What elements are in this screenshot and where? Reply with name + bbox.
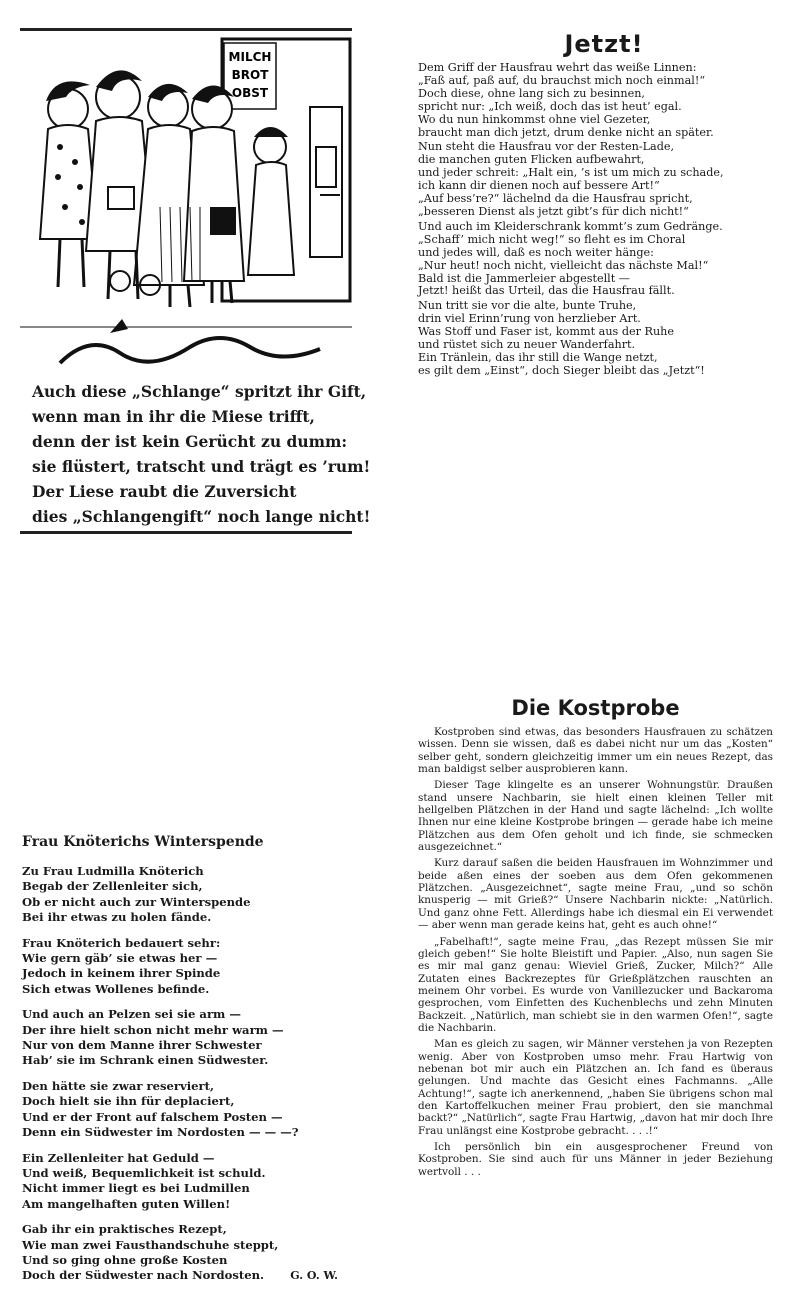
poem-line: Was Stoff und Faser ist, kommt aus der Ruhe — [418, 325, 674, 339]
poem-line: Der ihre hielt schon nicht mehr warm — — [22, 1022, 284, 1037]
poem-line: Hab’ sie im Schrank einen Südwester. — [22, 1053, 269, 1068]
jetzt-stanza — [418, 62, 790, 139]
poem-line: Nun steht die Hausfrau vor der Resten-Lade, — [418, 140, 675, 154]
article-paragraph: „Fabelhaft!“, sagte meine Frau, „das Rezept müssen Sie mir gleich geben!“ Sie holte Bleistift und Papier. „Also, nun sagen Sie es mir mal ganz genau: Wieviel Grieß, Zucker, Milch?“ Alle Zutaten eines Backrezeptes für Grießplätzchen rauschten an meinem Ohr vorbei. Es wurde von Vanillezucker und Backaroma gesprochen, vom Einfetten des Kuchenblechs und zehn Minuten Backzeit. „Natürlich, man schiebt sie in den warmen Ofen!“, sagte die Nachbarin. — [418, 935, 773, 1034]
poem-line: Wie gern gäb’ sie etwas her — — [22, 951, 218, 966]
poem-line: Jedoch in keinem ihrer Spinde — [22, 966, 221, 981]
jetzt-title: Jetzt! — [564, 30, 644, 58]
article-paragraph: Dieser Tage klingelte es an unserer Wohnungstür. Draußen stand unsere Nachbarin, sie hielt einen kleinen Teller mit hellgelben Plätzchen in der Hand und sagte lächelnd: „Ich wollte Ihnen nur eine kleine Kostprobe bringen — gerade habe ich meine Plätzchen aus dem Ofen geholt und ich finde, sie schmecken ausgezeichnet.“ — [418, 779, 773, 854]
article-paragraph: Kostproben sind etwas, das besonders Hausfrauen zu schätzen wissen. Denn sie wissen, daß es dabei nicht nur um das „Kosten“ selber geht, sondern gleichzeitig immer um ein neues Rezept, das man baldigst selber ausprobieren kann. — [418, 726, 773, 776]
poem-line: ich kann dir dienen noch auf bessere Art!“ — [418, 179, 660, 193]
article-paragraph: Ich persönlich bin ein ausgesprochener Freund von Kostproben. Sie sind auch für uns Männer in jeder Beziehung wertvoll . . . — [418, 1141, 773, 1178]
poem-line: Sich etwas Wollenes befinde. — [22, 981, 210, 996]
knoterich-stanza — [22, 1222, 342, 1284]
cartoon-verse — [32, 379, 371, 529]
cartoon-box — [20, 28, 371, 534]
article-paragraph: Kurz darauf saßen die beiden Hausfrauen im Wohnzimmer und beide aßen eines der soeben aus dem Ofen gekommenen Plätzchen. „Ausgezeichnet“, sagte meine Frau, „und so schön knusperig — mit Grieß?“ Unsere Nachbarin nickte: „Natürlich. Und ganz ohne Fett. Allerdings habe ich diesmal ein Ei verwendet — aber wenn man gerade keins hat, geht es auch ohne!“ — [418, 857, 773, 932]
verse-line: dies „Schlangengift“ noch lange nicht! — [32, 507, 371, 526]
poem-line: „Schaff’ mich nicht weg!“ so fleht es im Choral — [418, 232, 686, 246]
poem-line: „Auf bess’re?“ lächelnd da die Hausfrau spricht, — [418, 192, 693, 206]
poem-line: Nun tritt sie vor die alte, bunte Truhe, — [418, 299, 637, 313]
poem-line: Gab ihr ein praktisches Rezept, — [22, 1222, 227, 1237]
kostprobe-title: Die Kostprobe — [511, 696, 680, 720]
sign-obst: OBST — [231, 86, 269, 100]
poem-line: Den hätte sie zwar reserviert, — [22, 1078, 215, 1093]
poem-line: Wo du nun hinkommst ohne viel Gezeter, — [418, 112, 651, 126]
knoterich-poem — [22, 834, 342, 1294]
poem-line: „Nur heut! noch nicht, vielleicht das nächste Mal!“ — [418, 258, 709, 272]
poem-line: Nur von dem Manne ihrer Schwester — [22, 1038, 262, 1053]
knoterich-stanza — [22, 1007, 342, 1069]
poem-line: Zu Frau Ludmilla Knöterich — [22, 864, 204, 878]
poem-line: Doch der Südwester nach Nordosten. — [22, 1268, 265, 1283]
sign-brot: BROT — [231, 68, 269, 82]
poem-line: spricht nur: „Ich weiß, doch das ist heut’ egal. — [418, 99, 682, 113]
poem-line: Und so ging ohne große Kosten — [22, 1252, 228, 1267]
poem-line: es gilt dem „Einst“, doch Sieger bleibt das „Jetzt“! — [418, 363, 705, 377]
poem-line: Begab der Zellenleiter sich, — [22, 879, 203, 894]
poem-line: Und auch an Pelzen sei sie arm — — [22, 1007, 241, 1022]
poem-line: Ein Zellenleiter hat Geduld — — [22, 1150, 215, 1165]
poem-line: „Faß auf, paß auf, du brauchst mich noch einmal!“ — [418, 73, 706, 87]
verse-line: Auch diese „Schlange“ spritzt ihr Gift, — [32, 382, 367, 401]
poem-line: Ein Tränlein, das ihr still die Wange netzt, — [418, 350, 658, 364]
poem-line: „besseren Dienst als jetzt gibt’s für dich nicht!“ — [418, 204, 689, 218]
poem-line: Dem Griff der Hausfrau wehrt das weiße Linnen: — [418, 61, 697, 74]
poem-line: und rüstet sich zu neuer Wanderfahrt. — [418, 338, 636, 352]
poem-line: Jetzt! heißt das Urteil, das die Hausfrau fällt. — [418, 284, 675, 298]
knoterich-stanza — [22, 1151, 342, 1213]
poem-line: Am mangelhaften guten Willen! — [22, 1196, 231, 1211]
jetzt-stanza — [418, 141, 790, 218]
poem-line: die manchen guten Flicken aufbewahrt, — [418, 153, 645, 167]
poem-line: Und auch im Kleiderschrank kommt’s zum Gedränge. — [418, 219, 723, 233]
verse-line: wenn man in ihr die Miese trifft, — [32, 407, 315, 426]
poem-line: Doch diese, ohne lang sich zu besinnen, — [418, 86, 645, 100]
poem-line: braucht man dich jetzt, drum denke nicht an später. — [418, 125, 714, 139]
queue-cartoon-illustration — [20, 37, 352, 377]
poem-line: Frau Knöterich bedauert sehr: — [22, 935, 221, 950]
jetzt-stanza — [418, 300, 790, 377]
poem-line: Und er der Front auf falschem Posten — — [22, 1109, 283, 1124]
verse-line: sie flüstert, tratscht und trägt es ’rum! — [32, 457, 371, 476]
article-paragraph: Man es gleich zu sagen, wir Männer verstehen ja von Rezepten wenig. Aber von Kostproben umso mehr. Frau Hartwig von nebenan bot mir auch ein Plätzchen an. Ich fand es überaus gelungen. Und machte das Gesicht eines Fachmanns. „Alle Achtung!“, sagte ich anerkennend, „haben Sie übrigens schon mal den Kartoffelkuchen meiner Frau probiert, den sie manchmal backt?“ „Natürlich“, sagte Frau Hartwig, „davon hat mir doch Ihre Frau unlängst eine Kostprobe gebracht. . . .!“ — [418, 1038, 773, 1137]
knoterich-stanza — [22, 864, 342, 926]
sign-milch: MILCH — [228, 50, 272, 64]
jetzt-poem — [418, 30, 790, 380]
poem-line: Bei ihr etwas zu holen fände. — [22, 910, 212, 925]
poem-line: und jeder schreit: „Halt ein, ’s ist um mich zu schade, — [418, 166, 724, 180]
poem-line: Und weiß, Bequemlichkeit ist schuld. — [22, 1165, 266, 1180]
poem-line: und jedes will, daß es noch weiter hänge: — [418, 245, 654, 259]
poem-signature: G. O. W. — [290, 1269, 338, 1283]
poem-line: Bald ist die Jammerleier abgestellt — — [418, 271, 630, 285]
poem-line: Doch hielt sie ihn für deplaciert, — [22, 1094, 235, 1109]
verse-line: denn der ist kein Gerücht zu dumm: — [32, 432, 348, 451]
poem-line: Ob er nicht auch zur Winterspende — [22, 894, 251, 909]
knoterich-stanza — [22, 1079, 342, 1141]
poem-line: drin viel Erinn’rung von herzlieber Art. — [418, 312, 641, 326]
poem-line: Nicht immer liegt es bei Ludmillen — [22, 1181, 250, 1196]
kostprobe-article — [418, 696, 773, 1182]
poem-line: Denn ein Südwester im Nordosten — — —? — [22, 1125, 299, 1140]
knoterich-title: Frau Knöterichs Winterspende — [22, 834, 264, 850]
verse-line: Der Liese raubt die Zuversicht — [32, 482, 297, 501]
knoterich-stanza — [22, 936, 342, 998]
jetzt-stanza — [418, 221, 790, 298]
poem-line: Wie man zwei Fausthandschuhe steppt, — [22, 1237, 279, 1252]
